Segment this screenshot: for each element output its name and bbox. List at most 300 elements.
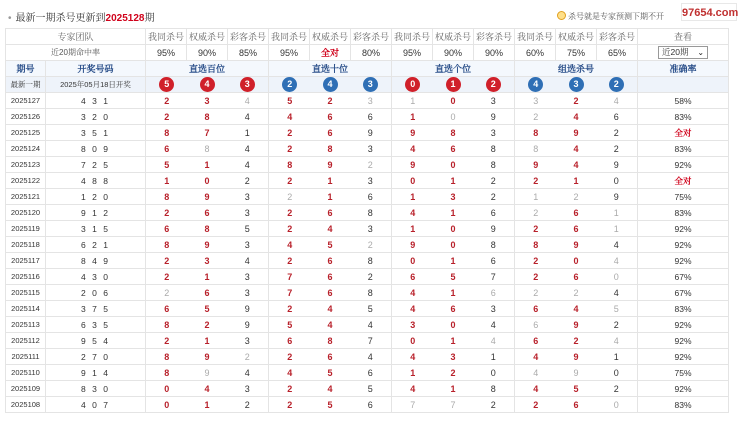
kill-digit: 6 [533,319,539,330]
kill-digit: 6 [327,111,333,122]
kill-digit: 0 [410,175,416,186]
period-cell: 2025122 [6,173,46,189]
accuracy-value: 65% [597,45,638,61]
kill-digit: 5 [613,303,619,314]
kill-digit: 4 [573,303,579,314]
kill-digit: 8 [327,143,333,154]
kill-digit: 9 [204,351,210,362]
accuracy-rate-cell: 83% [638,109,729,125]
kill-digit: 4 [327,303,333,314]
kill-group-cell [269,189,392,205]
kill-digit: 9 [410,159,416,170]
kill-digit: 2 [533,111,539,122]
kill-digit: 6 [450,143,456,154]
kill-digit: 2 [287,191,293,202]
column-header-row [6,61,729,77]
kill-digit: 5 [287,95,293,106]
predicted-kill-ball: 3 [363,77,378,92]
page-title: • 最新一期杀号更新到2025128期 [8,13,155,24]
period-cell: 2025123 [6,157,46,173]
kill-digit: 4 [244,95,250,106]
kill-digit: 8 [164,367,170,378]
kill-digit: 4 [613,255,619,266]
kill-number-table [5,28,729,413]
table-row [6,221,729,237]
draw-number-cell: 4 3 1 [46,93,146,109]
expert-name[interactable]: 权威杀号 [433,29,474,45]
period-cell: 2025118 [6,237,46,253]
kill-digit: 5 [244,223,250,234]
kill-group-cell [515,301,638,317]
kill-digit: 9 [244,319,250,330]
kill-digit: 4 [327,223,333,234]
kill-digit: 1 [613,207,619,218]
period-cell: 2025114 [6,301,46,317]
table-row [6,189,729,205]
accuracy-value: 60% [515,45,556,61]
table-row [6,253,729,269]
accuracy-value: 80% [351,45,392,61]
kill-digit: 4 [533,367,539,378]
kill-digit: 8 [490,383,496,394]
kill-digit: 2 [367,271,373,282]
kill-group-cell [392,109,515,125]
accuracy-value: 95% [146,45,187,61]
kill-digit: 0 [613,399,619,410]
accuracy-value: 85% [228,45,269,61]
kill-group-cell [269,125,392,141]
kill-digit: 3 [490,127,496,138]
predicted-kill-ball: 3 [240,77,255,92]
col-hundreds: 直选百位 [146,61,269,77]
kill-digit: 2 [287,399,293,410]
kill-group-cell [269,269,392,285]
kill-digit: 2 [613,319,619,330]
table-row [6,381,729,397]
kill-digit: 4 [490,335,496,346]
kill-digit: 9 [533,159,539,170]
kill-digit: 8 [490,239,496,250]
period-cell: 2025121 [6,189,46,205]
kill-group-cell [515,397,638,413]
kill-digit: 6 [490,207,496,218]
kill-digit: 5 [204,303,210,314]
kill-digit: 3 [410,319,416,330]
accuracy-rate-cell: 83% [638,141,729,157]
kill-digit: 9 [573,127,579,138]
kill-digit: 2 [164,271,170,282]
kill-digit: 6 [410,271,416,282]
accuracy-row [6,45,729,61]
kill-digit: 1 [204,159,210,170]
kill-digit: 3 [204,95,210,106]
kill-group-cell [392,333,515,349]
accuracy-rate-cell: 75% [638,365,729,381]
table-row [6,157,729,173]
kill-digit: 4 [490,319,496,330]
draw-number-cell: 3 7 5 [46,301,146,317]
kill-digit: 8 [164,351,170,362]
kill-digit: 7 [410,399,416,410]
kill-digit: 6 [490,255,496,266]
kill-group-cell [269,205,392,221]
kill-digit: 7 [490,271,496,282]
expert-name[interactable]: 我同杀号 [269,29,310,45]
predicted-kill-ball: 4 [323,77,338,92]
kill-group-cell [146,109,269,125]
kill-group-cell [269,157,392,173]
table-row [6,285,729,301]
kill-digit: 1 [450,207,456,218]
kill-digit: 2 [244,351,250,362]
kill-digit: 8 [490,159,496,170]
kill-digit: 2 [533,223,539,234]
kill-digit: 4 [613,239,619,250]
expert-name[interactable]: 彩客杀号 [474,29,515,45]
kill-digit: 6 [327,207,333,218]
kill-digit: 1 [410,95,416,106]
kill-digit: 2 [164,111,170,122]
kill-digit: 4 [327,319,333,330]
latest-label: 最新一期 [6,77,46,93]
kill-group-cell [269,221,392,237]
kill-digit: 5 [327,399,333,410]
kill-group-cell [392,397,515,413]
accuracy-rate-cell: 92% [638,253,729,269]
kill-digit: 5 [450,271,456,282]
draw-number-cell: 1 2 0 [46,189,146,205]
kill-group-cell [392,349,515,365]
kill-digit: 7 [204,127,210,138]
kill-digit: 2 [490,399,496,410]
latest-prediction-row [6,77,729,93]
kill-group-cell [515,189,638,205]
table-row [6,125,729,141]
kill-digit: 9 [613,191,619,202]
kill-digit: 2 [287,351,293,362]
draw-number-cell: 9 5 4 [46,333,146,349]
kill-digit: 5 [573,383,579,394]
kill-digit: 0 [450,159,456,170]
kill-group-cell [392,157,515,173]
view-label: 查看 [638,29,729,45]
expert-name[interactable]: 彩客杀号 [228,29,269,45]
kill-digit: 2 [367,159,373,170]
kill-digit: 4 [327,383,333,394]
accuracy-rate-cell: 83% [638,397,729,413]
accuracy-rate-cell: 92% [638,333,729,349]
table-row [6,269,729,285]
lightbulb-icon [557,11,566,20]
kill-group-cell [269,317,392,333]
kill-digit: 3 [244,191,250,202]
kill-digit: 4 [244,111,250,122]
kill-digit: 4 [573,159,579,170]
kill-digit: 3 [244,335,250,346]
kill-digit: 3 [367,223,373,234]
kill-digit: 6 [164,223,170,234]
expert-name[interactable]: 彩客杀号 [351,29,392,45]
expert-name[interactable]: 我同杀号 [392,29,433,45]
accuracy-label: 近20期命中率 [6,45,146,61]
kill-digit: 0 [613,271,619,282]
kill-digit: 4 [287,239,293,250]
kill-digit: 2 [204,319,210,330]
accuracy-value: 90% [433,45,474,61]
accuracy-rate-cell: 67% [638,269,729,285]
kill-digit: 0 [573,255,579,266]
kill-digit: 1 [533,191,539,202]
kill-digit: 3 [367,143,373,154]
kill-digit: 1 [613,351,619,362]
table-row [6,349,729,365]
expert-name[interactable]: 权威杀号 [187,29,228,45]
kill-digit: 9 [490,223,496,234]
kill-digit: 0 [490,367,496,378]
kill-digit: 3 [244,287,250,298]
table-row [6,333,729,349]
kill-digit: 2 [287,143,293,154]
kill-digit: 8 [204,223,210,234]
kill-group-cell [515,109,638,125]
kill-digit: 4 [533,383,539,394]
kill-digit: 3 [244,207,250,218]
kill-group-cell [392,301,515,317]
kill-digit: 4 [613,287,619,298]
kill-group-cell [515,253,638,269]
kill-digit: 9 [367,127,373,138]
kill-digit: 0 [450,111,456,122]
col-group: 组选杀号 [515,61,638,77]
period-cell: 2025113 [6,317,46,333]
kill-digit: 6 [327,351,333,362]
period-cell: 2025115 [6,285,46,301]
kill-group-cell [146,157,269,173]
kill-group-cell [515,93,638,109]
accuracy-rate-cell: 83% [638,301,729,317]
draw-number-cell: 3 2 0 [46,109,146,125]
kill-digit: 1 [410,191,416,202]
kill-digit: 2 [164,95,170,106]
kill-digit: 2 [327,95,333,106]
rate-placeholder [638,77,729,93]
kill-digit: 0 [204,175,210,186]
kill-digit: 3 [450,351,456,362]
kill-group-cell [392,269,515,285]
kill-digit: 7 [287,271,293,282]
col-rate: 准确率 [638,61,729,77]
accuracy-rate-cell: 67% [638,285,729,301]
kill-digit: 8 [367,207,373,218]
kill-digit: 6 [367,191,373,202]
kill-digit: 0 [410,335,416,346]
kill-group-cell [392,317,515,333]
period-cell: 2025126 [6,109,46,125]
kill-digit: 3 [367,175,373,186]
kill-group-cell [392,365,515,381]
period-range-select[interactable] [658,46,708,59]
kill-group-cell [269,285,392,301]
accuracy-rate-cell: 全对 [638,125,729,141]
kill-group-cell [146,269,269,285]
accuracy-rate-cell: 58% [638,93,729,109]
expert-name[interactable]: 我同杀号 [515,29,556,45]
kill-group-cell [146,141,269,157]
kill-group-cell [146,381,269,397]
draw-number-cell: 6 3 5 [46,317,146,333]
kill-digit: 6 [204,287,210,298]
expert-name[interactable]: 我同杀号 [146,29,187,45]
draw-number-cell: 3 5 1 [46,125,146,141]
kill-digit: 2 [613,127,619,138]
kill-digit: 5 [287,319,293,330]
kill-digit: 1 [204,399,210,410]
period-cell: 2025124 [6,141,46,157]
draw-number-cell: 8 3 0 [46,381,146,397]
top-bar [0,0,740,30]
kill-group-cell [146,173,269,189]
kill-group-cell [146,317,269,333]
kill-group-cell [392,285,515,301]
kill-digit: 6 [327,255,333,266]
kill-digit: 7 [287,287,293,298]
col-tens: 直选十位 [269,61,392,77]
kill-digit: 4 [367,319,373,330]
period-cell: 2025125 [6,125,46,141]
kill-digit: 2 [573,95,579,106]
kill-digit: 2 [573,191,579,202]
kill-digit: 1 [490,351,496,362]
kill-group-cell [146,125,269,141]
kill-group-cell [146,397,269,413]
kill-group-cell [515,221,638,237]
predicted-kill-ball: 3 [569,77,584,92]
predicted-kill-ball: 1 [446,77,461,92]
period-cell: 2025120 [6,205,46,221]
kill-group-cell [392,125,515,141]
predicted-kill-ball: 5 [159,77,174,92]
kill-group-cell [515,381,638,397]
kill-digit: 6 [573,271,579,282]
kill-digit: 4 [244,159,250,170]
kill-digit: 4 [244,367,250,378]
kill-group-cell [146,221,269,237]
kill-group-cell [515,205,638,221]
table-row [6,93,729,109]
kill-digit: 9 [410,127,416,138]
accuracy-rate-cell: 全对 [638,173,729,189]
kill-group-cell [392,221,515,237]
kill-digit: 2 [164,287,170,298]
kill-digit: 1 [450,335,456,346]
kill-digit: 2 [287,175,293,186]
kill-group-cell [515,125,638,141]
kill-group-cell [146,285,269,301]
kill-group-cell [392,253,515,269]
kill-digit: 4 [613,335,619,346]
accuracy-value: 75% [556,45,597,61]
kill-digit: 4 [204,383,210,394]
kill-digit: 6 [287,335,293,346]
draw-number-cell: 8 0 9 [46,141,146,157]
kill-digit: 9 [490,111,496,122]
kill-digit: 9 [573,319,579,330]
kill-digit: 2 [287,255,293,266]
kill-digit: 1 [450,287,456,298]
kill-digit: 8 [287,159,293,170]
kill-digit: 7 [450,399,456,410]
draw-number-cell: 4 3 0 [46,269,146,285]
expert-name[interactable]: 权威杀号 [556,29,597,45]
notice-text: 杀号就是专家预测下期不开 [557,11,677,22]
table-row [6,141,729,157]
period-cell: 2025108 [6,397,46,413]
accuracy-rate-cell: 75% [638,189,729,205]
kill-digit: 6 [573,223,579,234]
kill-digit: 4 [533,351,539,362]
kill-digit: 1 [164,175,170,186]
predicted-kill-ball: 4 [200,77,215,92]
draw-number-cell: 3 1 5 [46,221,146,237]
kill-digit: 2 [490,175,496,186]
kill-digit: 1 [327,175,333,186]
kill-digit: 2 [613,383,619,394]
ball-group [146,77,269,93]
kill-digit: 8 [164,127,170,138]
kill-group-cell [269,253,392,269]
kill-group-cell [392,237,515,253]
accuracy-value: 95% [269,45,310,61]
period-cell: 2025127 [6,93,46,109]
period-cell: 2025119 [6,221,46,237]
kill-group-cell [515,365,638,381]
expert-name[interactable]: 彩客杀号 [597,29,638,45]
kill-digit: 2 [533,255,539,266]
kill-digit: 0 [450,95,456,106]
kill-digit: 7 [367,335,373,346]
predicted-kill-ball: 0 [405,77,420,92]
ball-group [269,77,392,93]
kill-group-cell [269,93,392,109]
period-cell: 2025109 [6,381,46,397]
kill-digit: 3 [244,239,250,250]
kill-digit: 2 [367,239,373,250]
kill-digit: 5 [164,159,170,170]
kill-digit: 4 [244,143,250,154]
kill-digit: 3 [533,95,539,106]
kill-digit: 1 [410,111,416,122]
kill-digit: 5 [367,383,373,394]
kill-digit: 2 [450,367,456,378]
kill-group-cell [146,237,269,253]
col-draw: 开奖号码 [46,61,146,77]
kill-group-cell [146,365,269,381]
kill-group-cell [515,157,638,173]
table-row [6,317,729,333]
predicted-kill-ball: 4 [528,77,543,92]
kill-group-cell [392,93,515,109]
period-cell: 2025112 [6,333,46,349]
kill-digit: 9 [573,239,579,250]
kill-group-cell [146,93,269,109]
kill-digit: 4 [410,351,416,362]
kill-digit: 6 [327,271,333,282]
expert-team-label: 专家团队 [6,29,146,45]
expert-name[interactable]: 权威杀号 [310,29,351,45]
kill-digit: 0 [450,319,456,330]
kill-digit: 2 [287,207,293,218]
kill-digit: 6 [573,399,579,410]
